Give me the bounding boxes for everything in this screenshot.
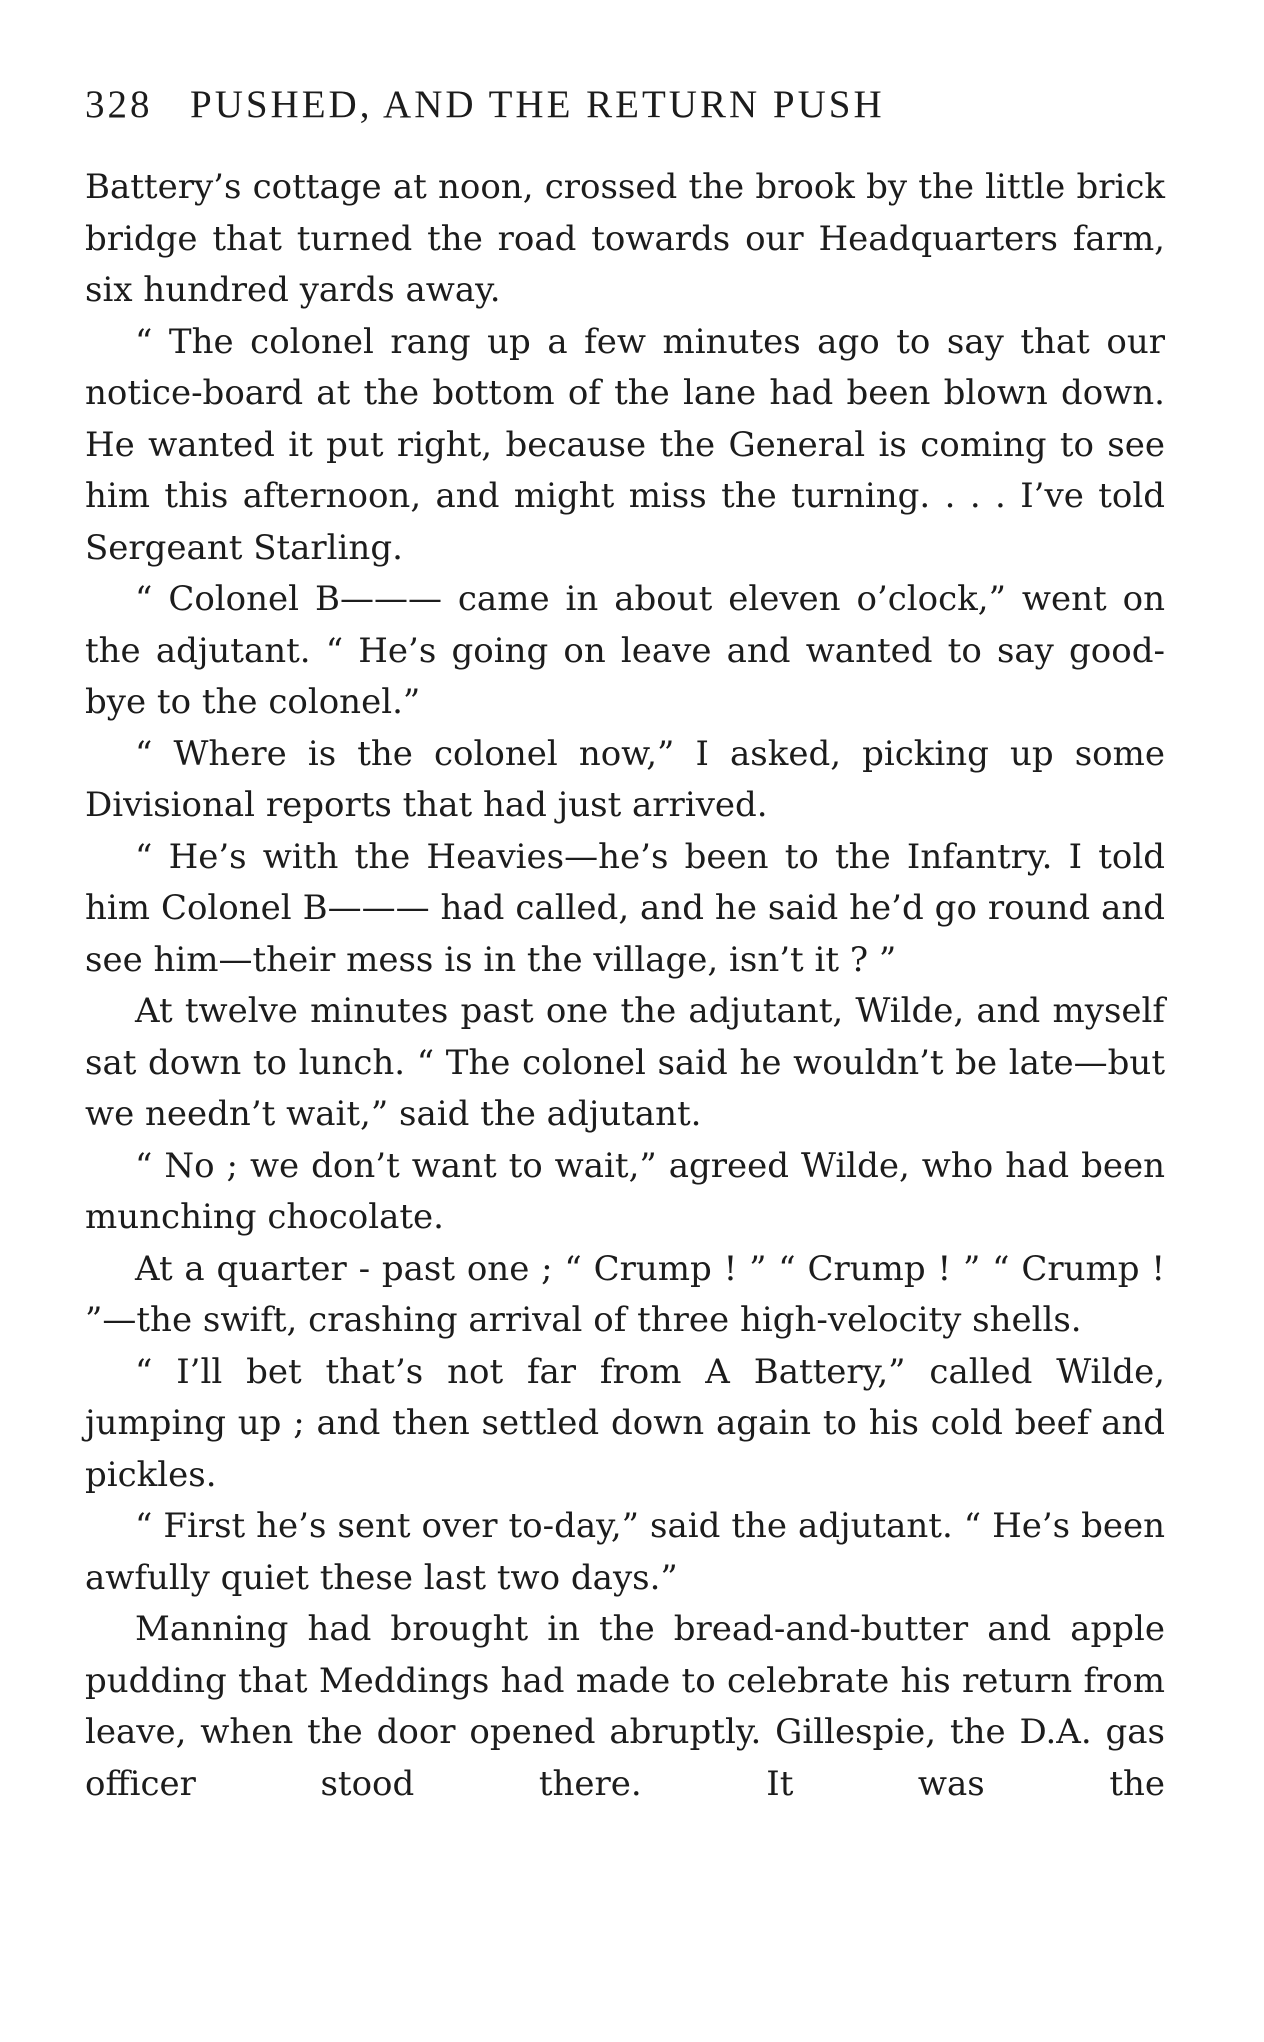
page-number: 328 [85, 83, 153, 126]
paragraph: “ First he’s sent over to-day,” said the adjutant. “ He’s been awfully quiet these last two days.” [85, 1506, 1165, 1598]
paragraph: “ He’s with the Heavies—he’s been to the Infantry. I told him Colonel B——— had called, and he said he’d go round and see him—their mess is in the village, isn’t it ? ” [85, 836, 1165, 980]
paragraph: Manning had brought in the bread-and-butter and apple pudding that Meddings had made to celebrate his return from leave, when the door opened abruptly. Gillespie, the D.A. gas officer stood there. It was the [85, 1609, 1165, 1804]
paragraph: At a quarter - past one ; “ Crump ! ” “ Crump ! ” “ Crump ! ”—the swift, crashing arrival of three high-velocity shells. [85, 1248, 1165, 1340]
paragraph: “ The colonel rang up a few minutes ago to say that our notice-board at the bottom of the lane had been blown down. He wanted it put right, because the General is coming to see him this afternoon, and might miss the turning. . . . I’ve told Sergeant Starling. [85, 321, 1165, 568]
book-page [85, 82, 1165, 1810]
running-head [85, 82, 1165, 140]
body-text [85, 162, 1165, 1810]
paragraph: “ I’ll bet that’s not far from A Battery,” called Wilde, jumping up ; and then settled down again to his cold beef and pickles. [85, 1351, 1165, 1495]
paragraph: “ Where is the colonel now,” I asked, picking up some Divisional reports that had just arrived. [85, 733, 1165, 825]
paragraph: “ No ; we don’t want to wait,” agreed Wilde, who had been munching chocolate. [85, 1145, 1165, 1237]
running-title: PUSHED, AND THE RETURN PUSH [190, 83, 885, 126]
paragraph: “ Colonel B——— came in about eleven o’clock,” went on the adjutant. “ He’s going on leave and wanted to say good-bye to the colonel.” [85, 579, 1165, 722]
paragraph: Battery’s cottage at noon, crossed the brook by the little brick bridge that turned the road towards our Headquarters farm, six hundred yards away. [85, 167, 1165, 310]
paragraph: At twelve minutes past one the adjutant, Wilde, and myself sat down to lunch. “ The colonel said he wouldn’t be late—but we needn’t wait,” said the adjutant. [85, 991, 1165, 1134]
